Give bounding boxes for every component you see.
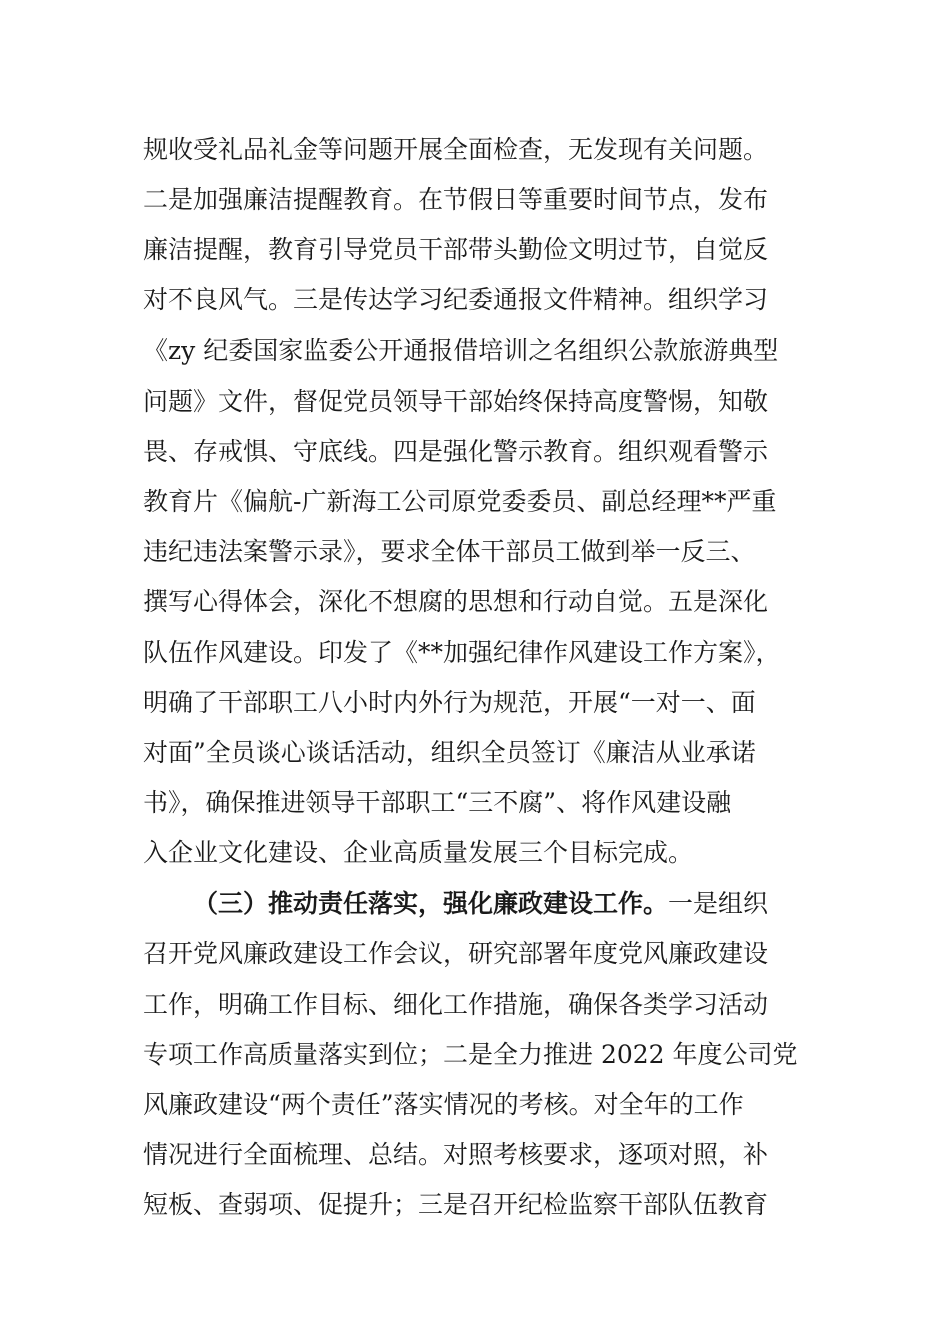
body-line: 入企业文化建设、企业高质量发展三个目标完成。 bbox=[143, 838, 694, 867]
section-3-first-text: 一是组织 bbox=[668, 889, 769, 918]
body-line: 短板、查弱项、促提升；三是召开纪检监察干部队伍教育 bbox=[143, 1190, 769, 1219]
body-line: 问题》文件，督促党员领导干部始终保持高度警惕，知敬 bbox=[143, 387, 769, 416]
body-line: 畏、存戒惧、守底线。四是强化警示教育。组织观看警示 bbox=[143, 437, 769, 466]
body-line: 专项工作高质量落实到位；二是全力推进 2022 年度公司党 bbox=[143, 1040, 798, 1069]
body-line: 对面”全员谈心谈话活动，组织全员签订《廉洁从业承诺 bbox=[143, 738, 756, 767]
body-line: 《zy 纪委国家监委公开通报借培训之名组织公款旅游典型 bbox=[143, 336, 779, 365]
body-line: 廉洁提醒，教育引导党员干部带头勤俭文明过节，自觉反 bbox=[143, 235, 769, 264]
body-line: 工作，明确工作目标、细化工作措施，确保各类学习活动 bbox=[143, 990, 769, 1019]
body-line: 规收受礼品礼金等问题开展全面检查，无发现有关问题。 bbox=[143, 135, 769, 164]
section-3-heading: （三）推动责任落实，强化廉政建设工作。 bbox=[193, 889, 669, 918]
body-line: 队伍作风建设。印发了《**加强纪律作风建设工作方案》， bbox=[143, 638, 781, 667]
body-line: 书》，确保推进领导干部职工“三不腐”、将作风建设融 bbox=[143, 788, 732, 817]
body-line: 明确了干部职工八小时内外行为规范，开展“一对一、面 bbox=[143, 688, 756, 717]
body-line: 情况进行全面梳理、总结。对照考核要求，逐项对照，补 bbox=[143, 1140, 769, 1169]
body-line: 教育片《偏航-广新海工公司原党委委员、副总经理**严重 bbox=[143, 487, 777, 516]
section-3-first-line bbox=[193, 884, 833, 924]
body-line: 风廉政建设“两个责任”落实情况的考核。对全年的工作 bbox=[143, 1090, 744, 1119]
body-line: 对不良风气。三是传达学习纪委通报文件精神。组织学习 bbox=[143, 285, 769, 314]
body-line: 撰写心得体会，深化不想腐的思想和行动自觉。五是深化 bbox=[143, 587, 769, 616]
body-line: 召开党风廉政建设工作会议，研究部署年度党风廉政建设 bbox=[143, 939, 769, 968]
body-line: 二是加强廉洁提醒教育。在节假日等重要时间节点，发布 bbox=[143, 185, 769, 214]
body-line: 违纪违法案警示录》，要求全体干部员工做到举一反三、 bbox=[143, 537, 756, 566]
